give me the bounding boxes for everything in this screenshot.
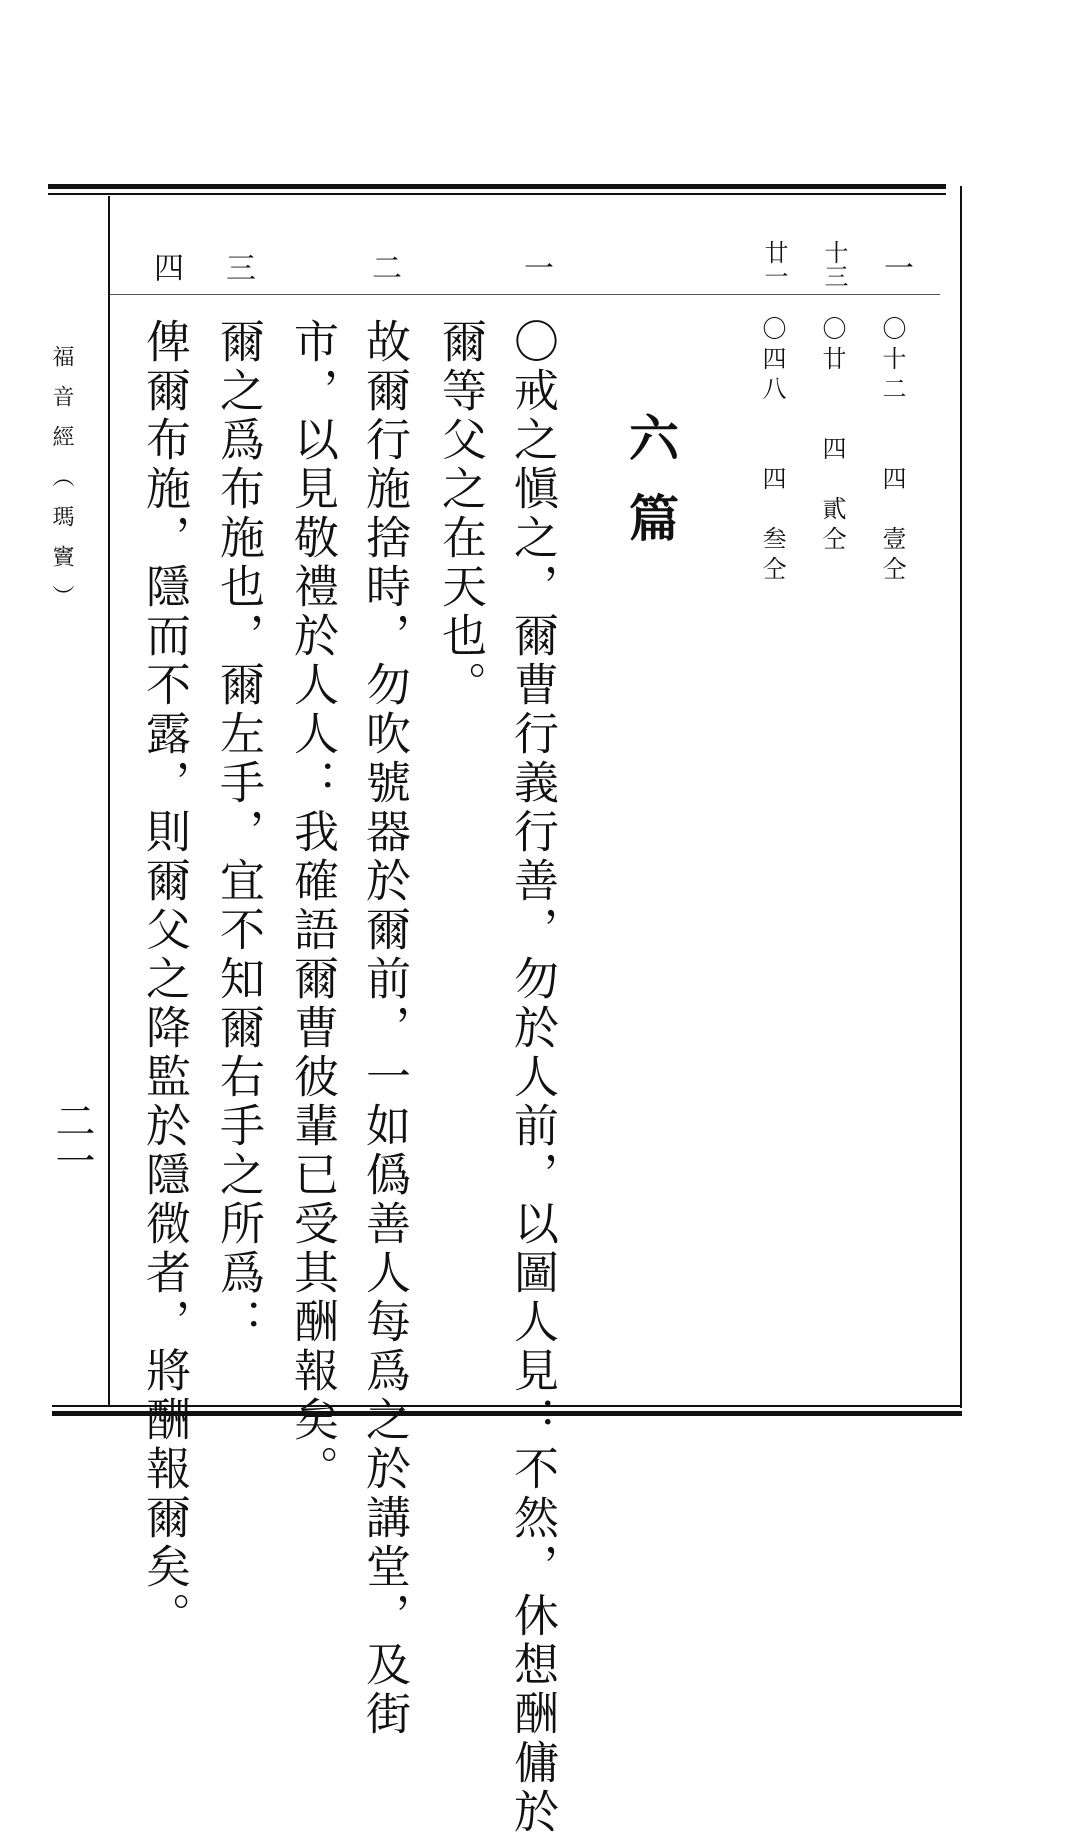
page-number: 二一 <box>49 1100 95 1180</box>
top-rule-thick <box>48 184 946 189</box>
verse-number: 二 <box>366 252 401 282</box>
verse-line: 市，以見敬禮於人人：我確語爾曹彼輩已受其酬報矣。 <box>286 318 339 1494</box>
reference-marker: 十三 <box>820 240 848 288</box>
reference-marker: 一 <box>878 252 913 282</box>
inner-left-border <box>108 196 110 1406</box>
header-divider <box>110 294 940 295</box>
verse-line: 故爾行施捨時，勿吹號器於爾前，一如僞善人每爲之於講堂，及街 <box>358 318 411 1739</box>
verse-line: 爾等父之在天也。 <box>434 318 487 710</box>
verse-line: 〇戒之愼之，爾曹行義行善，勿於人前，以圖人見：不然，休想酬傭於 <box>506 318 559 1837</box>
verse-number: 四 <box>148 252 183 282</box>
reference-entry: 〇四八 四 叁仝 <box>758 316 786 586</box>
verse-number: 三 <box>220 252 255 282</box>
verse-line: 俾爾布施，隱而不露，則爾父之降監於隱微者，將酬報爾矣。 <box>138 318 191 1641</box>
reference-marker: 廿一 <box>760 240 788 288</box>
top-rule-thin <box>48 193 946 195</box>
reference-entry: 〇廿 四 貳仝 <box>818 316 846 556</box>
chapter-title: 六篇 <box>621 412 680 572</box>
verse-line: 爾之爲布施也，爾左手，宜不知爾右手之所爲： <box>212 318 265 1347</box>
reference-entry: 〇十二 四 壹仝 <box>878 316 906 586</box>
book-title: 福音經（瑪竇） <box>49 345 74 625</box>
outer-right-border <box>960 186 962 1408</box>
verse-number: 一 <box>518 252 553 282</box>
